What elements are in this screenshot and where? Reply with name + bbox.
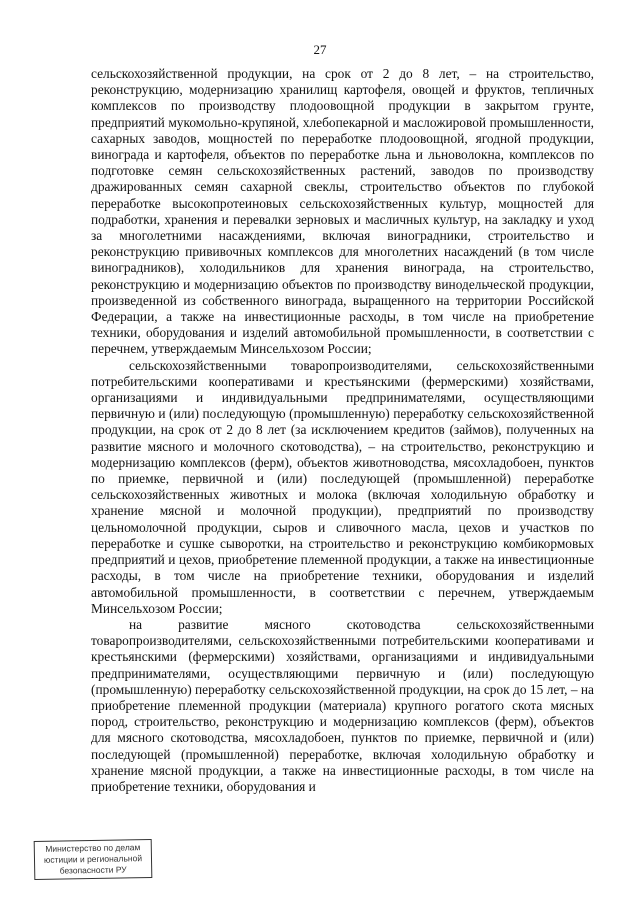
document-body [91, 66, 594, 795]
page-number: 27 [313, 42, 327, 57]
paragraph-1: сельскохозяйственной продукции, на срок от 2 до 8 лет, – на строительство, реконструкцию, модернизацию хранилищ картофеля, овощей и фруктов, тепличных комплексов по производству плодоовощной продукции в закрытом грунте, предприятий мукомольно-крупяной, хлебопекарной и масложировой промышленности, сахарных заводов, мощностей по переработке плодоовощной, ягодной продукции, винограда и картофеля, объектов по переработке льна и льноволокна, комплексов по подготовке семян сельскохозяйственных растений, заводов по производству дражированных семян сахарной свеклы, строительство объектов по глубокой переработке высокопротеиновых сельскохозяйственных культур, мощностей для подработки, хранения и перевалки зерновых и масличных культур, на закладку и уход за многолетними насаждениями, включая виноградники, строительство и реконструкцию прививочных комплексов для многолетних насаждений (в том числе виноградников), холодильников для хранения винограда, на строительство, реконструкцию и модернизацию объектов по производству винодельческой продукции, произведенной из собственного винограда, выращенного на территории Российской Федерации, а также на инвестиционные расходы, в том числе на приобретение техники, оборудования и изделий автомобильной промышленности, в соответствии с перечнем, утверждаемым Минсельхозом России; [91, 66, 594, 357]
stamp-line-3: безопасности РУ [59, 864, 127, 876]
paragraph-2: сельскохозяйственными товаропроизводителями, сельскохозяйственными потребительскими кооперативами и крестьянскими (фермерскими) хозяйствами, организациями и индивидуальными предпринимателями, осуществляющими первичную и (или) последующую (промышленную) переработку сельскохозяйственной продукции, на срок от 2 до 8 лет (за исключением кредитов (займов), полученных на развитие мясного и молочного скотоводства), – на строительство, реконструкцию и модернизацию комплексов (ферм), объектов животноводства, мясохладобоен, пунктов по приемке, первичной и (или) последующей (промышленной) переработке сельскохозяйственных животных и молока (включая холодильную обработку и хранение мясной и молочной продукции), предприятий по производству цельномолочной продукции, сыров и сливочного масла, цехов и участков по переработке и сушке сыворотки, на строительство и реконструкцию комбикормовых предприятий и цехов, приобретение племенной продукции, а также на инвестиционные расходы, в том числе на приобретение техники, оборудования и изделий автомобильной промышленности, в соответствии с перечнем, утверждаемым Минсельхозом России; [91, 357, 594, 616]
paragraph-3: на развитие мясного скотоводства сельскохозяйственными товаропроизводителями, сельскохозяйственными потребительскими кооперативами и крестьянскими (фермерскими) хозяйствами, организациями и индивидуальными предпринимателями, осуществляющими первичную и (или) последующую (промышленную) переработку сельскохозяйственной продукции, на срок до 15 лет, – на приобретение племенной продукции (материала) крупного рогатого скота мясных пород, строительство, реконструкцию и модернизацию комплексов (ферм), объектов для мясного скотоводства, мясохладобоен, пунктов по приемке, первичной и (или) последующей (промышленной) переработке, включая холодильную обработку и хранение мясной продукции, а также на инвестиционные расходы, в том числе на приобретение техники, оборудования и [91, 616, 594, 794]
stamp-line-2: юстиции и региональной [43, 853, 143, 865]
ministry-stamp [34, 839, 153, 880]
stamp-line-1: Министерство по делам [45, 842, 141, 854]
